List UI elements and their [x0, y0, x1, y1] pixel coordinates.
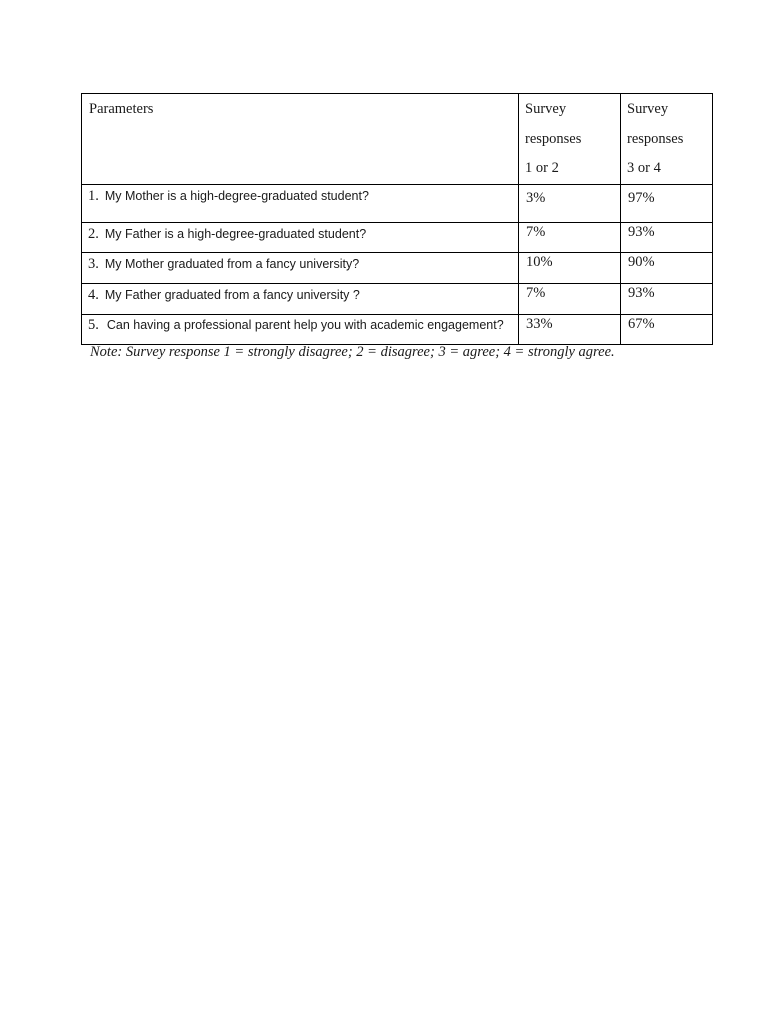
low-response-value: 33%	[526, 315, 553, 332]
question-cell	[82, 184, 519, 222]
low-response-cell	[519, 184, 621, 222]
header-low-responses-cell	[519, 94, 621, 185]
question-cell	[82, 283, 519, 314]
high-response-cell	[621, 252, 713, 283]
table-row	[82, 184, 713, 222]
table-row	[82, 252, 713, 283]
low-response-value: 7%	[526, 223, 546, 240]
table-row	[82, 283, 713, 314]
table-row	[82, 222, 713, 252]
question-text: My Father is a high-degree-graduated student?	[104, 226, 367, 241]
header-parameters-cell	[82, 94, 519, 185]
table-note: Note: Survey response 1 = strongly disagree; 2 = disagree; 3 = agree; 4 = strongly agree.	[90, 344, 615, 360]
header-low-line1: Survey	[525, 101, 567, 117]
survey-table	[81, 93, 713, 345]
high-response-cell	[621, 222, 713, 252]
question-number: 1.	[88, 187, 99, 204]
low-response-cell	[519, 252, 621, 283]
question-number: 2.	[88, 225, 99, 242]
header-high-line2: responses	[627, 130, 684, 147]
high-response-value: 97%	[628, 189, 655, 206]
low-response-cell	[519, 222, 621, 252]
question-text: Can having a professional parent help you with academic engagement?	[106, 317, 504, 332]
low-response-value: 7%	[526, 284, 546, 301]
low-response-value: 10%	[526, 253, 553, 270]
header-parameters: Parameters	[89, 101, 154, 117]
low-response-value: 3%	[526, 189, 546, 206]
question-text: My Father graduated from a fancy university ?	[104, 287, 360, 302]
high-response-value: 90%	[628, 253, 655, 270]
question-cell	[82, 314, 519, 344]
table-header-row	[82, 94, 713, 185]
header-high-line1: Survey	[627, 101, 669, 117]
high-response-value: 93%	[628, 223, 655, 240]
header-high-line3: 3 or 4	[627, 160, 661, 176]
question-cell	[82, 252, 519, 283]
header-low-line2: responses	[525, 130, 582, 147]
question-text: My Mother is a high-degree-graduated student?	[104, 188, 369, 203]
high-response-value: 93%	[628, 284, 655, 301]
question-cell	[82, 222, 519, 252]
low-response-cell	[519, 314, 621, 344]
high-response-value: 67%	[628, 315, 655, 332]
header-high-responses	[621, 94, 712, 184]
question-number: 4.	[88, 286, 99, 303]
question-number: 3.	[88, 255, 99, 272]
high-response-cell	[621, 283, 713, 314]
table-row	[82, 314, 713, 344]
high-response-cell	[621, 184, 713, 222]
low-response-cell	[519, 283, 621, 314]
question-number: 5.	[88, 316, 99, 333]
header-low-responses	[519, 94, 620, 184]
header-low-line3: 1 or 2	[525, 160, 559, 176]
header-high-responses-cell	[621, 94, 713, 185]
question-text: My Mother graduated from a fancy university?	[104, 256, 360, 271]
high-response-cell	[621, 314, 713, 344]
